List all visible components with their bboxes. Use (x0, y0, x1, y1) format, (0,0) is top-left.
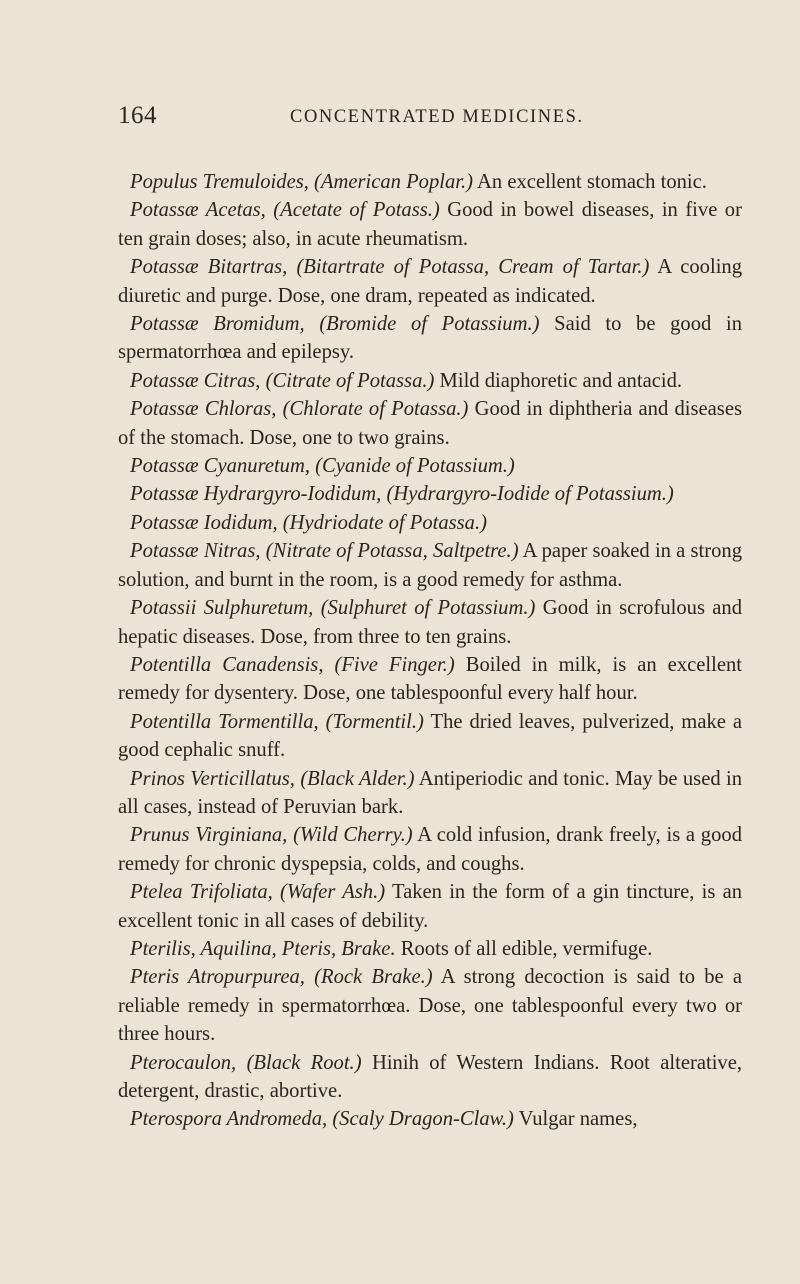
entry-common-name: (Chlorate of Potassa.) (282, 398, 469, 421)
entry-paragraph (118, 537, 742, 594)
entry-common-name: (Sulphuret of Potassium.) (320, 597, 536, 620)
entry-paragraph (118, 480, 742, 508)
entry-paragraph (118, 1049, 742, 1106)
entry-common-name: (Hydrargyro-Iodide of Potassium.) (386, 483, 674, 506)
entry-paragraph (118, 594, 742, 651)
entry-text: Vulgar names, (518, 1108, 638, 1131)
entry-paragraph (118, 1105, 742, 1133)
entry-text: An excellent stomach tonic. (477, 171, 707, 193)
entries-list (118, 168, 742, 1134)
entry-text: A cold infusion, drank freely, is a good remedy for chronic dyspepsia, colds, and coughs. (118, 824, 742, 875)
entry-name: Ptelea Trifoliata, (130, 881, 273, 904)
running-head: CONCENTRATED MEDICINES. (290, 107, 584, 127)
entry-paragraph (118, 509, 742, 537)
entry-common-name: (Cyanide of Potassium.) (315, 455, 515, 478)
entry-text: A strong decoction is said to be a reliable remedy in spermatorrhœa. Dose, one tablespoonful every two or three hours. (118, 966, 743, 1046)
entry-common-name: (Hydriodate of Potassa.) (282, 511, 487, 534)
entry-common-name: (Nitrate of Potassa, Saltpetre.) (265, 540, 519, 563)
entry-paragraph (118, 821, 742, 878)
entry-name: Prinos Verticillatus, (130, 767, 295, 790)
entry-name: Potassæ Iodidum, (130, 511, 278, 534)
entry-name: Pterocaulon, (130, 1051, 237, 1074)
entry-text: A paper soaked in a strong solution, and burnt in the room, is a good remedy for asthma. (118, 540, 743, 591)
entry-common-name: (Five Finger.) (334, 653, 455, 676)
entry-common-name: (Wild Cherry.) (293, 824, 413, 847)
entry-name: Potassæ Cyanuretum, (130, 455, 311, 478)
entry-common-name: (Bitartrate of Potassa, Cream of Tartar.) (296, 256, 650, 279)
entry-common-name: (American Poplar.) (314, 171, 474, 193)
entry-text: Mild diaphoretic and antacid. (439, 369, 683, 392)
entry-paragraph (118, 765, 742, 822)
entry-name: Pteris Atropurpurea, (130, 966, 305, 989)
entry-name: Pterilis, Aquilina, Pteris, Brake. (130, 937, 396, 960)
entry-name: Populus Tremuloides, (130, 171, 309, 193)
entry-name: Pterospora Andromeda, (130, 1108, 328, 1131)
page-header (118, 102, 742, 142)
entry-common-name: (Citrate of Potassa.) (265, 369, 435, 392)
entry-name: Potassii Sulphuretum, (130, 597, 314, 620)
entry-common-name: (Rock Brake.) (314, 966, 433, 989)
entry-text: Good in bowel diseases, in five or ten grain doses; also, in acute rheumatism. (118, 199, 742, 250)
entry-paragraph (118, 395, 742, 452)
entry-paragraph (118, 935, 742, 963)
entry-common-name: (Bromide of Potassium.) (319, 313, 540, 336)
entry-name: Prunus Virginiana, (130, 824, 288, 847)
entry-common-name: (Scaly Dragon-Claw.) (332, 1108, 514, 1131)
entry-common-name: (Black Alder.) (300, 767, 415, 790)
entry-common-name: (Acetate of Potass.) (273, 199, 440, 222)
entry-text: A cooling diuretic and purge. Dose, one dram, repeated as indicated. (118, 256, 743, 307)
entry-text: Good in scrofulous and hepatic diseases. Dose, from three to ten grains. (118, 597, 743, 648)
entry-name: Potentilla Canadensis, (130, 653, 324, 676)
entry-paragraph (118, 963, 742, 1048)
entry-name: Potassæ Bromidum, (130, 313, 305, 336)
entry-common-name: (Tormentil.) (325, 710, 424, 733)
entry-paragraph (118, 651, 742, 708)
page-number: 164 (118, 102, 157, 129)
entry-paragraph (118, 310, 742, 367)
entry-paragraph (118, 452, 742, 480)
entry-text: Said to be good in spermatorrhœa and epilepsy. (118, 313, 742, 364)
entry-text: The dried leaves, pulverized, make a good cephalic snuff. (118, 710, 742, 762)
entry-name: Potentilla Tormentilla, (130, 710, 319, 733)
entry-name: Potassæ Nitras, (130, 540, 261, 563)
entry-paragraph (118, 196, 742, 253)
entry-paragraph (118, 708, 742, 765)
entry-paragraph (118, 253, 742, 310)
entry-common-name: (Wafer Ash.) (280, 881, 386, 904)
entry-paragraph (118, 878, 742, 935)
entry-name: Potassæ Chloras, (130, 398, 277, 421)
entry-text: Hinih of Western Indians. Root alterative, detergent, drastic, abortive. (118, 1051, 742, 1102)
entry-text: Boiled in milk, is an excellent remedy for dysentery. Dose, one tablespoonful every half hour. (118, 653, 742, 705)
entry-paragraph (118, 367, 742, 395)
entry-text: Antiperiodic and tonic. May be used in all cases, instead of Peruvian bark. (118, 767, 743, 818)
entry-common-name: (Black Root.) (246, 1051, 362, 1074)
entry-text: Taken in the form of a gin tincture, is an excellent tonic in all cases of debility. (118, 881, 743, 932)
entry-paragraph (118, 168, 742, 196)
entry-text: Good in diphtheria and diseases of the stomach. Dose, one to two grains. (118, 398, 742, 449)
entry-name: Potassæ Acetas, (130, 199, 266, 222)
entry-name: Potassæ Bitartras, (130, 256, 288, 279)
entry-name: Potassæ Hydrargyro-Iodidum, (130, 483, 382, 506)
entry-text: Roots of all edible, vermifuge. (400, 937, 653, 960)
entry-name: Potassæ Citras, (130, 369, 261, 392)
